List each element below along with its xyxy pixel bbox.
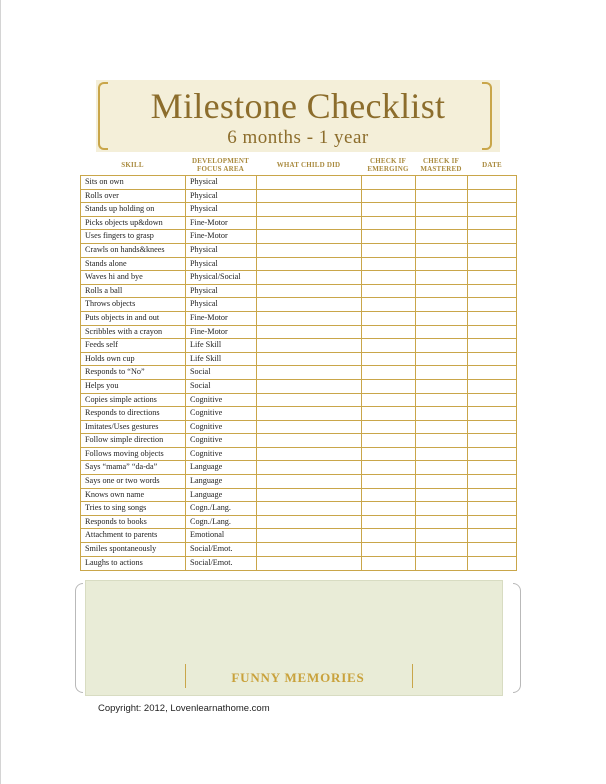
table-row [81,312,516,326]
date-cell[interactable] [468,448,516,461]
column-header-mastered-line2: MASTERED [420,165,462,173]
date-cell[interactable] [468,271,516,284]
emerging-check-cell[interactable] [362,529,416,542]
what-child-did-cell[interactable] [257,461,362,474]
page-title: Milestone Checklist [150,86,446,126]
table-row [81,557,516,571]
skill-cell: Rolls a ball [81,285,186,298]
skill-cell: Scribbles with a crayon [81,326,186,339]
skill-cell: Puts objects in and out [81,312,186,325]
mastered-check-cell[interactable] [416,394,468,407]
skill-cell: Copies simple actions [81,394,186,407]
mastered-check-cell[interactable] [416,353,468,366]
skill-cell: Says one or two words [81,475,186,488]
focus-area-cell: Fine-Motor [186,326,257,339]
table-row [81,176,516,190]
emerging-check-cell[interactable] [362,366,416,379]
memories-right-brace [513,583,521,693]
what-child-did-cell[interactable] [257,516,362,529]
mastered-check-cell[interactable] [416,448,468,461]
table-row [81,516,516,530]
date-cell[interactable] [468,326,516,339]
mastered-check-cell[interactable] [416,421,468,434]
focus-area-cell: Cogn./Lang. [186,502,257,515]
column-header-focus-line2: FOCUS AREA [197,165,244,173]
date-cell[interactable] [468,434,516,447]
focus-area-cell: Physical/Social [186,271,257,284]
focus-area-cell: Social [186,380,257,393]
focus-area-cell: Language [186,475,257,488]
emerging-check-cell[interactable] [362,230,416,243]
focus-area-cell: Cognitive [186,448,257,461]
table-row [81,271,516,285]
emerging-check-cell[interactable] [362,244,416,257]
what-child-did-cell[interactable] [257,285,362,298]
skill-cell: Holds own cup [81,353,186,366]
copyright-text: Copyright: 2012, Lovenlearnathome.com [98,703,270,714]
emerging-check-cell[interactable] [362,326,416,339]
mastered-check-cell[interactable] [416,475,468,488]
emerging-check-cell[interactable] [362,258,416,271]
date-cell[interactable] [468,217,516,230]
mastered-check-cell[interactable] [416,380,468,393]
what-child-did-cell[interactable] [257,489,362,502]
focus-area-cell: Physical [186,203,257,216]
emerging-check-cell[interactable] [362,557,416,571]
skill-cell: Imitates/Uses gestures [81,421,186,434]
date-cell[interactable] [468,230,516,243]
mastered-check-cell[interactable] [416,258,468,271]
date-cell[interactable] [468,353,516,366]
skill-cell: Knows own name [81,489,186,502]
date-cell[interactable] [468,489,516,502]
table-row [81,502,516,516]
page-edge [0,0,1,784]
table-row [81,407,516,421]
date-cell[interactable] [468,475,516,488]
focus-area-cell: Social/Emot. [186,557,257,571]
mastered-check-cell[interactable] [416,557,468,571]
focus-area-cell: Social [186,366,257,379]
focus-area-cell: Physical [186,244,257,257]
mastered-check-cell[interactable] [416,326,468,339]
what-child-did-cell[interactable] [257,380,362,393]
what-child-did-cell[interactable] [257,230,362,243]
emerging-check-cell[interactable] [362,380,416,393]
emerging-check-cell[interactable] [362,394,416,407]
date-cell[interactable] [468,312,516,325]
emerging-check-cell[interactable] [362,190,416,203]
focus-area-cell: Cognitive [186,421,257,434]
skill-cell: Stands up holding on [81,203,186,216]
focus-area-cell: Fine-Motor [186,217,257,230]
column-header-date: DATE [482,161,502,169]
focus-area-cell: Physical [186,190,257,203]
date-cell[interactable] [468,421,516,434]
skill-cell: Laughs to actions [81,557,186,571]
column-header-emerging [361,157,415,173]
column-header-skill: SKILL [121,161,144,169]
what-child-did-cell[interactable] [257,312,362,325]
what-child-did-cell[interactable] [257,244,362,257]
column-header-emerging-line2: EMERGING [367,165,409,173]
skill-cell: Waves hi and bye [81,271,186,284]
column-header-mastered-line1: CHECK IF [422,157,460,165]
date-cell[interactable] [468,557,516,571]
table-row [81,434,516,448]
focus-area-cell: Life Skill [186,353,257,366]
what-child-did-cell[interactable] [257,529,362,542]
mastered-check-cell[interactable] [416,176,468,189]
date-cell[interactable] [468,190,516,203]
what-child-did-cell[interactable] [257,543,362,556]
skill-cell: Responds to books [81,516,186,529]
date-cell[interactable] [468,529,516,542]
what-child-did-cell[interactable] [257,394,362,407]
emerging-check-cell[interactable] [362,543,416,556]
column-header-focus-line1: DEVELOPMENT [191,157,250,165]
mastered-check-cell[interactable] [416,271,468,284]
skill-cell: Stands alone [81,258,186,271]
skill-cell: Helps you [81,380,186,393]
date-cell[interactable] [468,502,516,515]
emerging-check-cell[interactable] [362,475,416,488]
emerging-check-cell[interactable] [362,203,416,216]
what-child-did-cell[interactable] [257,258,362,271]
date-cell[interactable] [468,380,516,393]
emerging-check-cell[interactable] [362,285,416,298]
skill-cell: Crawls on hands&knees [81,244,186,257]
focus-area-cell: Fine-Motor [186,312,257,325]
table-row [81,353,516,367]
table-row [81,489,516,503]
date-cell[interactable] [468,339,516,352]
what-child-did-cell[interactable] [257,448,362,461]
focus-area-cell: Language [186,461,257,474]
emerging-check-cell[interactable] [362,271,416,284]
focus-area-cell: Physical [186,176,257,189]
date-cell[interactable] [468,203,516,216]
skill-cell: Follow simple direction [81,434,186,447]
funny-memories-label: FUNNY MEMORIES [231,670,365,685]
focus-area-cell: Physical [186,298,257,311]
what-child-did-cell[interactable] [257,353,362,366]
skill-cell: Smiles spontaneously [81,543,186,556]
emerging-check-cell[interactable] [362,461,416,474]
emerging-check-cell[interactable] [362,421,416,434]
column-header-emerging-line1: CHECK IF [369,157,407,165]
focus-area-cell: Cognitive [186,434,257,447]
skill-cell: Feeds self [81,339,186,352]
mastered-check-cell[interactable] [416,339,468,352]
mastered-check-cell[interactable] [416,298,468,311]
date-cell[interactable] [468,394,516,407]
mastered-check-cell[interactable] [416,244,468,257]
focus-area-cell: Life Skill [186,339,257,352]
table-row [81,190,516,204]
what-child-did-cell[interactable] [257,217,362,230]
skill-cell: Tries to sing songs [81,502,186,515]
mastered-check-cell[interactable] [416,543,468,556]
skill-cell: Responds to directions [81,407,186,420]
table-row [81,244,516,258]
table-row [81,203,516,217]
page-subtitle: 6 months - 1 year [227,127,369,148]
table-row [81,230,516,244]
table-row [81,285,516,299]
skill-cell: Uses fingers to grasp [81,230,186,243]
emerging-check-cell[interactable] [362,434,416,447]
what-child-did-cell[interactable] [257,203,362,216]
focus-area-cell: Emotional [186,529,257,542]
what-child-did-cell[interactable] [257,366,362,379]
mastered-check-cell[interactable] [416,461,468,474]
table-row [81,258,516,272]
table-row [81,448,516,462]
what-child-did-cell[interactable] [257,421,362,434]
mastered-check-cell[interactable] [416,285,468,298]
date-cell[interactable] [468,366,516,379]
what-child-did-cell[interactable] [257,271,362,284]
emerging-check-cell[interactable] [362,502,416,515]
skill-cell: Follows moving objects [81,448,186,461]
emerging-check-cell[interactable] [362,448,416,461]
mastered-check-cell[interactable] [416,203,468,216]
mastered-check-cell[interactable] [416,489,468,502]
table-row [81,543,516,557]
column-header-mastered [415,157,467,173]
emerging-check-cell[interactable] [362,516,416,529]
what-child-did-cell[interactable] [257,475,362,488]
table-row [81,298,516,312]
focus-area-cell: Cognitive [186,407,257,420]
table-row [81,421,516,435]
table-row [81,475,516,489]
what-child-did-cell[interactable] [257,176,362,189]
mastered-check-cell[interactable] [416,434,468,447]
emerging-check-cell[interactable] [362,407,416,420]
skill-cell: Rolls over [81,190,186,203]
date-cell[interactable] [468,516,516,529]
table-row [81,394,516,408]
focus-area-cell: Cognitive [186,394,257,407]
date-cell[interactable] [468,461,516,474]
date-cell[interactable] [468,176,516,189]
what-child-did-cell[interactable] [257,339,362,352]
mastered-check-cell[interactable] [416,516,468,529]
table-row [81,339,516,353]
focus-area-cell: Physical [186,258,257,271]
skill-cell: Picks objects up&down [81,217,186,230]
focus-area-cell: Physical [186,285,257,298]
column-header-what: WHAT CHILD DID [276,161,341,169]
what-child-did-cell[interactable] [257,298,362,311]
date-cell[interactable] [468,258,516,271]
what-child-did-cell[interactable] [257,190,362,203]
date-cell[interactable] [468,285,516,298]
emerging-check-cell[interactable] [362,312,416,325]
table-row [81,529,516,543]
what-child-did-cell[interactable] [257,502,362,515]
table-row [81,217,516,231]
emerging-check-cell[interactable] [362,353,416,366]
mastered-check-cell[interactable] [416,366,468,379]
emerging-check-cell[interactable] [362,298,416,311]
what-child-did-cell[interactable] [257,326,362,339]
mastered-check-cell[interactable] [416,190,468,203]
date-cell[interactable] [468,244,516,257]
mastered-check-cell[interactable] [416,312,468,325]
skill-cell: Responds to “No” [81,366,186,379]
emerging-check-cell[interactable] [362,339,416,352]
mastered-check-cell[interactable] [416,230,468,243]
focus-area-cell: Fine-Motor [186,230,257,243]
mastered-check-cell[interactable] [416,217,468,230]
checklist-table [80,175,517,571]
table-row [81,326,516,340]
date-cell[interactable] [468,407,516,420]
memories-left-brace [75,583,83,693]
mastered-check-cell[interactable] [416,502,468,515]
what-child-did-cell[interactable] [257,557,362,571]
table-row [81,461,516,475]
column-header-focus [185,157,256,173]
what-child-did-cell[interactable] [257,434,362,447]
skill-cell: Sits on own [81,176,186,189]
emerging-check-cell[interactable] [362,176,416,189]
focus-area-cell: Social/Emot. [186,543,257,556]
emerging-check-cell[interactable] [362,217,416,230]
mastered-check-cell[interactable] [416,529,468,542]
date-cell[interactable] [468,543,516,556]
focus-area-cell: Language [186,489,257,502]
emerging-check-cell[interactable] [362,489,416,502]
what-child-did-cell[interactable] [257,407,362,420]
mastered-check-cell[interactable] [416,407,468,420]
skill-cell: Throws objects [81,298,186,311]
skill-cell: Attachment to parents [81,529,186,542]
skill-cell: Says “mama” “da-da” [81,461,186,474]
table-row [81,380,516,394]
table-row [81,366,516,380]
focus-area-cell: Cogn./Lang. [186,516,257,529]
date-cell[interactable] [468,298,516,311]
